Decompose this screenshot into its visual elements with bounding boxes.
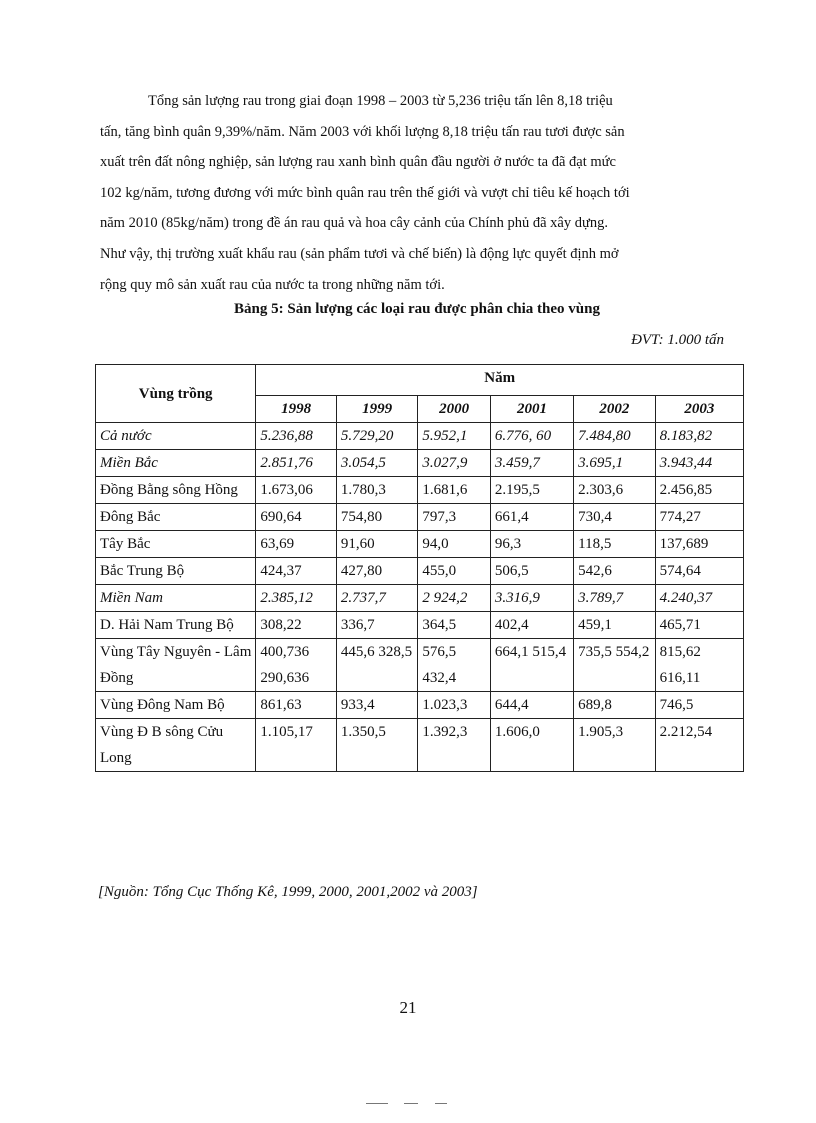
value-cell: 455,0 bbox=[418, 558, 491, 585]
value-cell: 542,6 bbox=[574, 558, 655, 585]
value-cell: 118,5 bbox=[574, 531, 655, 558]
region-cell: Vùng Đ B sông Cửu Long bbox=[96, 719, 256, 772]
value-cell: 1.105,17 bbox=[256, 719, 337, 772]
table-row bbox=[96, 719, 744, 772]
value-cell: 8.183,82 bbox=[655, 423, 743, 450]
region-header: Vùng trồng bbox=[96, 365, 256, 423]
value-cell: 459,1 bbox=[574, 612, 655, 639]
paragraph-line: Như vậy, thị trường xuất khẩu rau (sản phẩm tươi và chế biến) là động lực quyết định mở bbox=[100, 245, 619, 262]
value-cell: 2 924,2 bbox=[418, 585, 491, 612]
value-cell: 96,3 bbox=[490, 531, 573, 558]
value-cell: 6.776, 60 bbox=[490, 423, 573, 450]
value-cell: 427,80 bbox=[336, 558, 417, 585]
region-cell: Vùng Đông Nam Bộ bbox=[96, 692, 256, 719]
table-row bbox=[96, 450, 744, 477]
value-cell: 3.027,9 bbox=[418, 450, 491, 477]
paragraph-line: tấn, tăng bình quân 9,39%/năm. Năm 2003 với khối lượng 8,18 triệu tấn rau tươi được sản bbox=[100, 123, 625, 140]
region-cell: Bắc Trung Bộ bbox=[96, 558, 256, 585]
table-row bbox=[96, 477, 744, 504]
value-cell: 2.195,5 bbox=[490, 477, 573, 504]
year-header: 1998 bbox=[256, 396, 337, 423]
value-cell: 664,1 515,4 bbox=[490, 639, 573, 692]
value-cell: 730,4 bbox=[574, 504, 655, 531]
paragraph-line: năm 2010 (85kg/năm) trong đề án rau quả và hoa cây cảnh của Chính phủ đã xây dựng. bbox=[100, 215, 608, 232]
value-cell: 1.780,3 bbox=[336, 477, 417, 504]
value-cell: 137,689 bbox=[655, 531, 743, 558]
value-cell: 2.851,76 bbox=[256, 450, 337, 477]
value-cell: 861,63 bbox=[256, 692, 337, 719]
value-cell: 774,27 bbox=[655, 504, 743, 531]
value-cell: 2.456,85 bbox=[655, 477, 743, 504]
value-cell: 424,37 bbox=[256, 558, 337, 585]
value-cell: 308,22 bbox=[256, 612, 337, 639]
table-row bbox=[96, 585, 744, 612]
year-header: 1999 bbox=[336, 396, 417, 423]
value-cell: 400,736 290,636 bbox=[256, 639, 337, 692]
table-row bbox=[96, 639, 744, 692]
value-cell: 1.681,6 bbox=[418, 477, 491, 504]
value-cell: 506,5 bbox=[490, 558, 573, 585]
intro-paragraph bbox=[100, 86, 726, 300]
value-cell: 574,64 bbox=[655, 558, 743, 585]
value-cell: 3.459,7 bbox=[490, 450, 573, 477]
page-number: 21 bbox=[399, 998, 417, 1017]
value-cell: 661,4 bbox=[490, 504, 573, 531]
value-cell: 2.737,7 bbox=[336, 585, 417, 612]
table-unit: ĐVT: 1.000 tấn bbox=[631, 332, 724, 348]
year-header: 2003 bbox=[655, 396, 743, 423]
value-cell: 746,5 bbox=[655, 692, 743, 719]
scan-artifact bbox=[435, 1103, 447, 1104]
value-cell: 364,5 bbox=[418, 612, 491, 639]
region-cell: Cả nước bbox=[96, 423, 256, 450]
region-cell: Miền Bắc bbox=[96, 450, 256, 477]
table-row bbox=[96, 531, 744, 558]
value-cell: 2.385,12 bbox=[256, 585, 337, 612]
value-cell: 754,80 bbox=[336, 504, 417, 531]
table-row bbox=[96, 504, 744, 531]
value-cell: 5.729,20 bbox=[336, 423, 417, 450]
value-cell: 1.392,3 bbox=[418, 719, 491, 772]
value-cell: 690,64 bbox=[256, 504, 337, 531]
year-header: 2000 bbox=[418, 396, 491, 423]
value-cell: 3.695,1 bbox=[574, 450, 655, 477]
region-cell: Tây Bắc bbox=[96, 531, 256, 558]
scan-artifact bbox=[366, 1103, 388, 1104]
value-cell: 1.606,0 bbox=[490, 719, 573, 772]
table-body bbox=[96, 423, 744, 772]
table-row bbox=[96, 612, 744, 639]
value-cell: 2.303,6 bbox=[574, 477, 655, 504]
region-cell: Vùng Tây Nguyên - Lâm Đồng bbox=[96, 639, 256, 692]
value-cell: 402,4 bbox=[490, 612, 573, 639]
year-group-header: Năm bbox=[256, 365, 744, 396]
table-row bbox=[96, 692, 744, 719]
value-cell: 1.673,06 bbox=[256, 477, 337, 504]
paragraph-line: 102 kg/năm, tương đương với mức bình quân rau trên thế giới và vượt chỉ tiêu kế hoạch tới bbox=[100, 184, 630, 201]
production-table bbox=[95, 364, 744, 772]
value-cell: 5.236,88 bbox=[256, 423, 337, 450]
value-cell: 1.023,3 bbox=[418, 692, 491, 719]
value-cell: 465,71 bbox=[655, 612, 743, 639]
value-cell: 336,7 bbox=[336, 612, 417, 639]
value-cell: 3.943,44 bbox=[655, 450, 743, 477]
region-cell: D. Hải Nam Trung Bộ bbox=[96, 612, 256, 639]
region-cell: Đông Bắc bbox=[96, 504, 256, 531]
paragraph-line: xuất trên đất nông nghiệp, sản lượng rau xanh bình quân đầu người ở nước ta đã đạt mức bbox=[100, 154, 616, 171]
region-cell: Đồng Bằng sông Hồng bbox=[96, 477, 256, 504]
value-cell: 3.054,5 bbox=[336, 450, 417, 477]
value-cell: 1.350,5 bbox=[336, 719, 417, 772]
value-cell: 3.789,7 bbox=[574, 585, 655, 612]
value-cell: 445,6 328,5 bbox=[336, 639, 417, 692]
paragraph-line: rộng quy mô sản xuất rau của nước ta trong những năm tới. bbox=[100, 276, 445, 293]
table-source: [Nguồn: Tổng Cục Thống Kê, 1999, 2000, 2001,2002 và 2003] bbox=[98, 884, 478, 900]
value-cell: 63,69 bbox=[256, 531, 337, 558]
value-cell: 815,62 616,11 bbox=[655, 639, 743, 692]
value-cell: 5.952,1 bbox=[418, 423, 491, 450]
paragraph-line: Tổng sản lượng rau trong giai đoạn 1998 – 2003 từ 5,236 triệu tấn lên 8,18 triệu bbox=[148, 93, 613, 109]
value-cell: 1.905,3 bbox=[574, 719, 655, 772]
value-cell: 4.240,37 bbox=[655, 585, 743, 612]
value-cell: 3.316,9 bbox=[490, 585, 573, 612]
value-cell: 933,4 bbox=[336, 692, 417, 719]
value-cell: 91,60 bbox=[336, 531, 417, 558]
value-cell: 735,5 554,2 bbox=[574, 639, 655, 692]
value-cell: 644,4 bbox=[490, 692, 573, 719]
value-cell: 7.484,80 bbox=[574, 423, 655, 450]
value-cell: 576,5 432,4 bbox=[418, 639, 491, 692]
table-row bbox=[96, 423, 744, 450]
year-header: 2001 bbox=[490, 396, 573, 423]
table-caption: Bảng 5: Sản lượng các loại rau được phân chia theo vùng bbox=[234, 301, 600, 317]
value-cell: 2.212,54 bbox=[655, 719, 743, 772]
value-cell: 797,3 bbox=[418, 504, 491, 531]
year-header: 2002 bbox=[574, 396, 655, 423]
table-row bbox=[96, 558, 744, 585]
value-cell: 689,8 bbox=[574, 692, 655, 719]
value-cell: 94,0 bbox=[418, 531, 491, 558]
region-cell: Miền Nam bbox=[96, 585, 256, 612]
scan-artifact bbox=[404, 1103, 418, 1104]
